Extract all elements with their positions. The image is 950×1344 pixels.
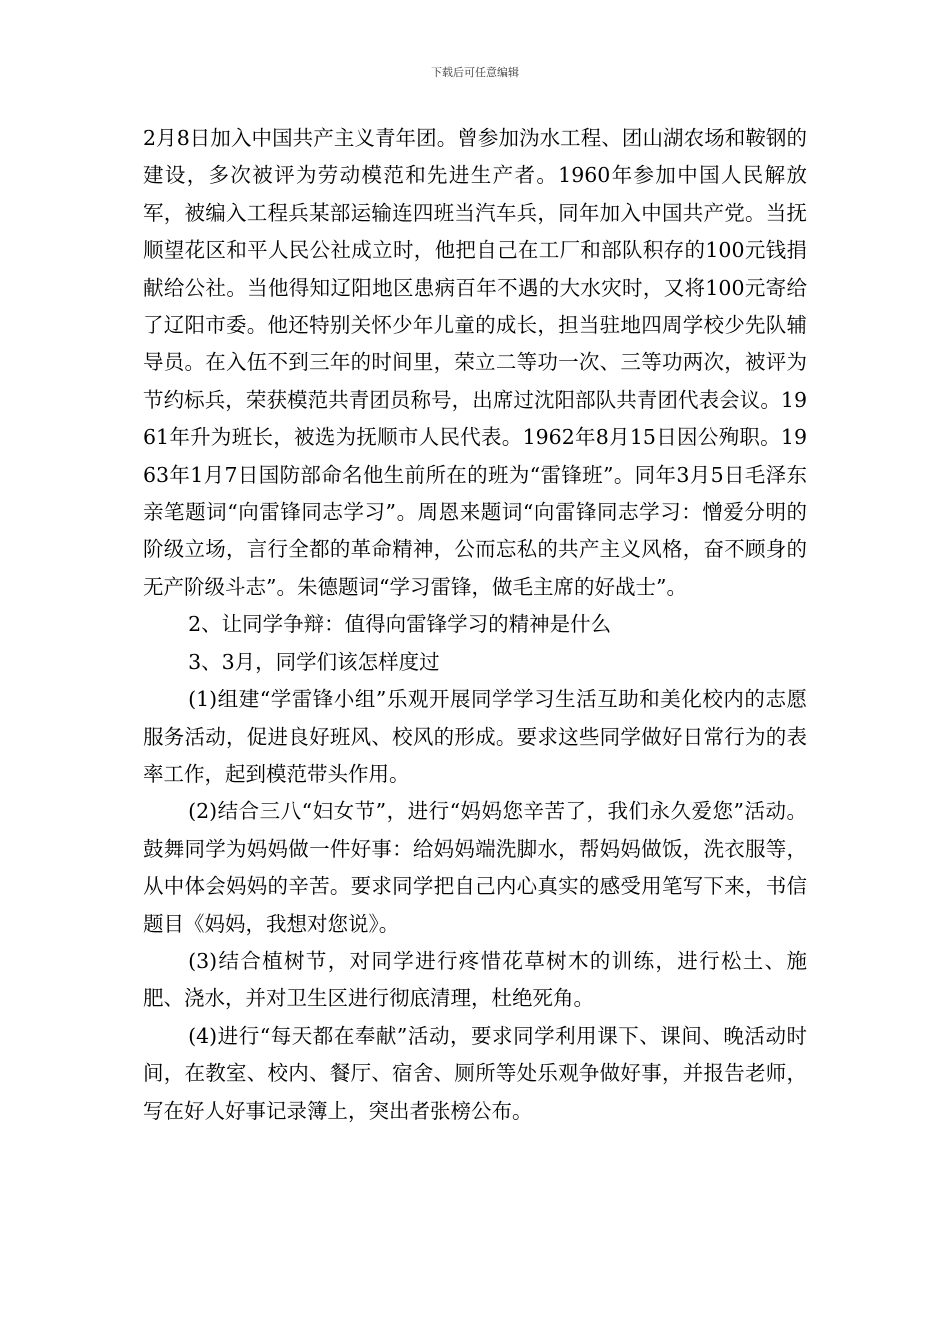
paragraph-biography: 2月8日加入中国共产主义青年团。曾参加沩水工程、团山湖农场和鞍钢的建设，多次被评为劳动模范和先进生产者。1960年参加中国人民解放军，被编入工程兵某部运输连四班当汽车兵，同年加入中国共产党。当抚顺望花区和平人民公社成立时，他把自己在工厂和部队积存的100元钱捐献给公社。当他得知辽阳地区患病百年不遇的大水灾时，又将100元寄给了辽阳市委。他还特别关怀少年儿童的成长，担当驻地四周学校少先队辅导员。在入伍不到三年的时间里，荣立二等功一次、三等功两次，被评为节约标兵，荣获模范共青团员称号，出席过沈阳部队共青团代表会议。1961年升为班长，被选为抚顺市人民代表。1962年8月15日因公殉职。1963年1月7日国防部命名他生前所在的班为“雷锋班”。同年3月5日毛泽东亲笔题词“向雷锋同志学习”。周恩来题词“向雷锋同志学习：憎爱分明的阶级立场，言行全都的革命精神，公而忘私的共产主义风格，奋不顾身的无产阶级斗志”。朱德题词“学习雷锋，做毛主席的好战士”。: [143, 126, 807, 599]
paragraph-march-heading: 3、3月，同学们该怎样度过: [188, 649, 440, 674]
paragraph-discussion: 2、让同学争辩：值得向雷锋学习的精神是什么: [188, 612, 612, 637]
paragraph-item-1: (1)组建“学雷锋小组”乐观开展同学学习生活互助和美化校内的志愿服务活动，促进良好班风、校风的形成。要求这些同学做好日常行为的表率工作，起到模范带头作用。: [143, 687, 807, 786]
paragraph-item-3: (3)结合植树节，对同学进行疼惜花草树木的训练，进行松土、施肥、浇水，并对卫生区进行彻底清理，杜绝死角。: [143, 948, 807, 1011]
page-header: 下载后可任意编辑: [431, 66, 519, 79]
paragraph-item-2: (2)结合三八“妇女节”，进行“妈妈您辛苦了，我们永久爱您”活动。鼓舞同学为妈妈做一件好事：给妈妈端洗脚水，帮妈妈做饭，洗衣服等，从中体会妈妈的辛苦。要求同学把自己内心真实的感受用笔写下来，书信题目《妈妈，我想对您说》。: [143, 799, 807, 936]
paragraph-item-4: (4)进行“每天都在奉献”活动，要求同学利用课下、课间、晚活动时间，在教室、校内、餐厅、宿舍、厕所等处乐观争做好事，并报告老师，写在好人好事记录簿上，突出者张榜公布。: [143, 1023, 807, 1123]
document-body: [143, 120, 807, 1130]
